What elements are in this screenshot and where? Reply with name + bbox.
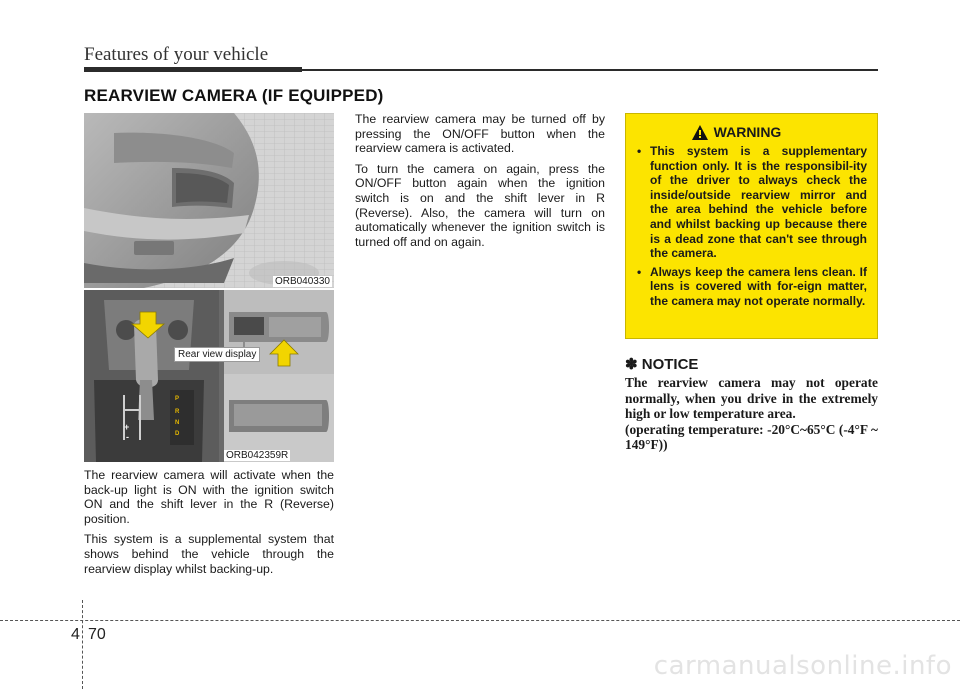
gear-letter-r: R — [175, 409, 180, 415]
shift-and-display-illustration — [84, 290, 334, 462]
rear-view-display-callout: Rear view display — [174, 347, 260, 362]
svg-text:-: - — [126, 432, 129, 442]
warning-label: WARNING — [713, 124, 782, 140]
notice-temperature-range: (operating temperature: -20°C~65°C (-4°F ~ 149°F)) — [625, 421, 878, 452]
notice-heading: ✽ NOTICE — [625, 356, 699, 373]
footer-rule — [0, 620, 960, 621]
notice-text — [625, 375, 878, 453]
watermark: carmanualsonline.info — [653, 651, 952, 681]
paragraph: To turn the camera on again, press the ON/OFF button again when the ignition switch is on and the shift lever in R (Reverse). Also, the camera will turn on automatically whenever the ignition switch is turned off and on again. — [355, 161, 605, 249]
gear-letter-n: N — [175, 420, 180, 426]
footer-divider — [82, 600, 83, 689]
paragraph: The rearview camera will activate when the back-up light is ON with the ignition switch ON and the shift lever in the R (Reverse) position. — [84, 468, 334, 526]
chapter-number: 4 — [71, 626, 80, 643]
figure-code: ORB040330 — [274, 276, 330, 287]
header-section-title: Features of your vehicle — [84, 44, 269, 65]
gear-letter-d: D — [175, 431, 180, 437]
header-rule — [84, 67, 302, 72]
warning-list — [636, 144, 867, 309]
page-number: 70 — [88, 626, 106, 643]
warning-heading — [606, 124, 867, 140]
warning-item: • Always keep the camera lens clean. If lens is covered with for-eign matter, the camera may not operate normally. — [636, 265, 867, 309]
svg-text:+: + — [124, 422, 130, 432]
paragraph: The rearview camera may be turned off by pressing the ON/OFF button when the rearview camera is activated. — [355, 112, 605, 156]
notice-paragraph: The rearview camera may not operate normally, when you drive in the extremely high or low temperature area. — [625, 375, 878, 421]
column-1-text — [84, 468, 334, 582]
shift-lever-drawing — [84, 290, 334, 462]
header-rule-thin — [300, 69, 878, 71]
warning-item: • This system is a supplementary function only. It is the responsibil-ity of the driver to always check the inside/outside rearview mirror and the area behind the vehicle before and whilst backing up because there is a dead zone that can't see through the camera. — [636, 144, 867, 261]
rear-car-drawing — [84, 113, 334, 288]
column-2-text — [355, 112, 605, 255]
warning-triangle-icon — [692, 125, 708, 140]
page-title: REARVIEW CAMERA (IF EQUIPPED) — [84, 86, 384, 105]
paragraph: This system is a supplemental system that shows behind the vehicle through the rearview display whilst backing-up. — [84, 532, 334, 576]
figure-code: ORB042359R — [226, 450, 289, 461]
warning-box — [625, 113, 878, 339]
rear-car-illustration — [84, 113, 334, 288]
gear-letter-p: P — [175, 396, 180, 402]
